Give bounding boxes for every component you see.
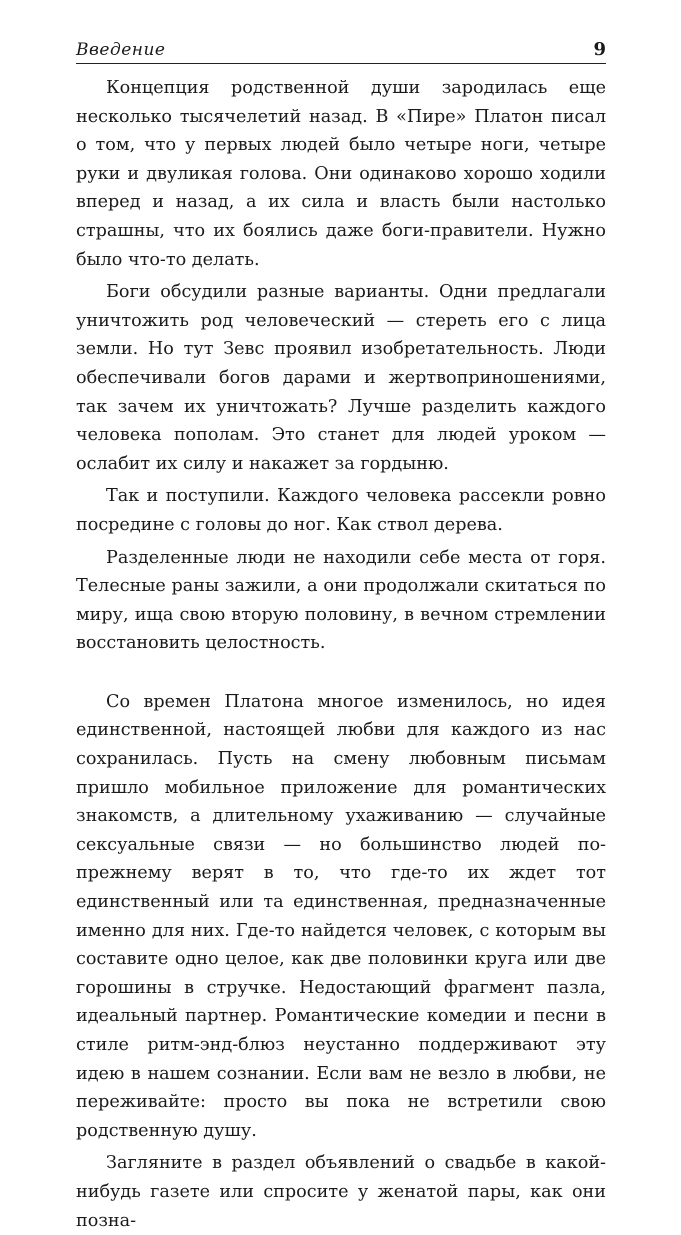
running-header [76,34,606,64]
paragraph: Концепция родственной души зародилась еще несколько тысячелетий назад. В «Пире» Платон писал о том, что у первых людей было четыре ноги, четыре руки и двуликая голова. Они одинаково хорошо ходили вперед и назад, а их сила и власть были настолько страшны, что их боялись даже боги-правители. Нужно было что-то делать. [76,78,606,270]
paragraph: Разделенные люди не находили себе места от горя. Телесные раны зажили, а они продолжали скитаться по миру, ища свою вторую половину, в вечном стремлении восстановить целостность. [76,547,606,654]
paragraph: Так и поступили. Каждого человека рассекли ровно посредине с головы до ног. Как ствол дерева. [76,486,606,535]
section-title: Введение [76,40,166,60]
body-text [76,74,606,1235]
book-page [76,34,606,1235]
paragraph: Загляните в раздел объявлений о свадьбе в какой-нибудь газете или спросите у женатой пары, как они позна- [76,1153,606,1231]
paragraph: Боги обсудили разные варианты. Одни предлагали уничтожить род человеческий — стереть его с лица земли. Но тут Зевс проявил изобретательность. Люди обеспечивали богов дарами и жертвоприношениями, так зачем их уничтожать? Лучше разделить каждого человека пополам. Это станет для людей уроком — ослабит их силу и накажет за гордыню. [76,282,606,474]
section-break [76,658,606,688]
paragraph: Со времен Платона многое изменилось, но идея единственной, настоящей любви для каждого из нас сохранилась. Пусть на смену любовным письмам пришло мобильное приложение для романтических знакомств, а длительному ухаживанию — случайные сексуальные связи — но большинство людей по-прежнему верят в то, что где-то их ждет тот единственный или та единственная, предназначенные именно для них. Где-то найдется человек, с которым вы составите одно целое, как две половинки круга или две горошины в стручке. Недостающий фрагмент пазла, идеальный партнер. Романтические комедии и песни в стиле ритм-энд-блюз неустанно поддерживают эту идею в нашем сознании. Если вам не везло в любви, не переживайте: просто вы пока не встретили свою родственную душу. [76,691,606,1141]
page-number: 9 [593,39,606,60]
